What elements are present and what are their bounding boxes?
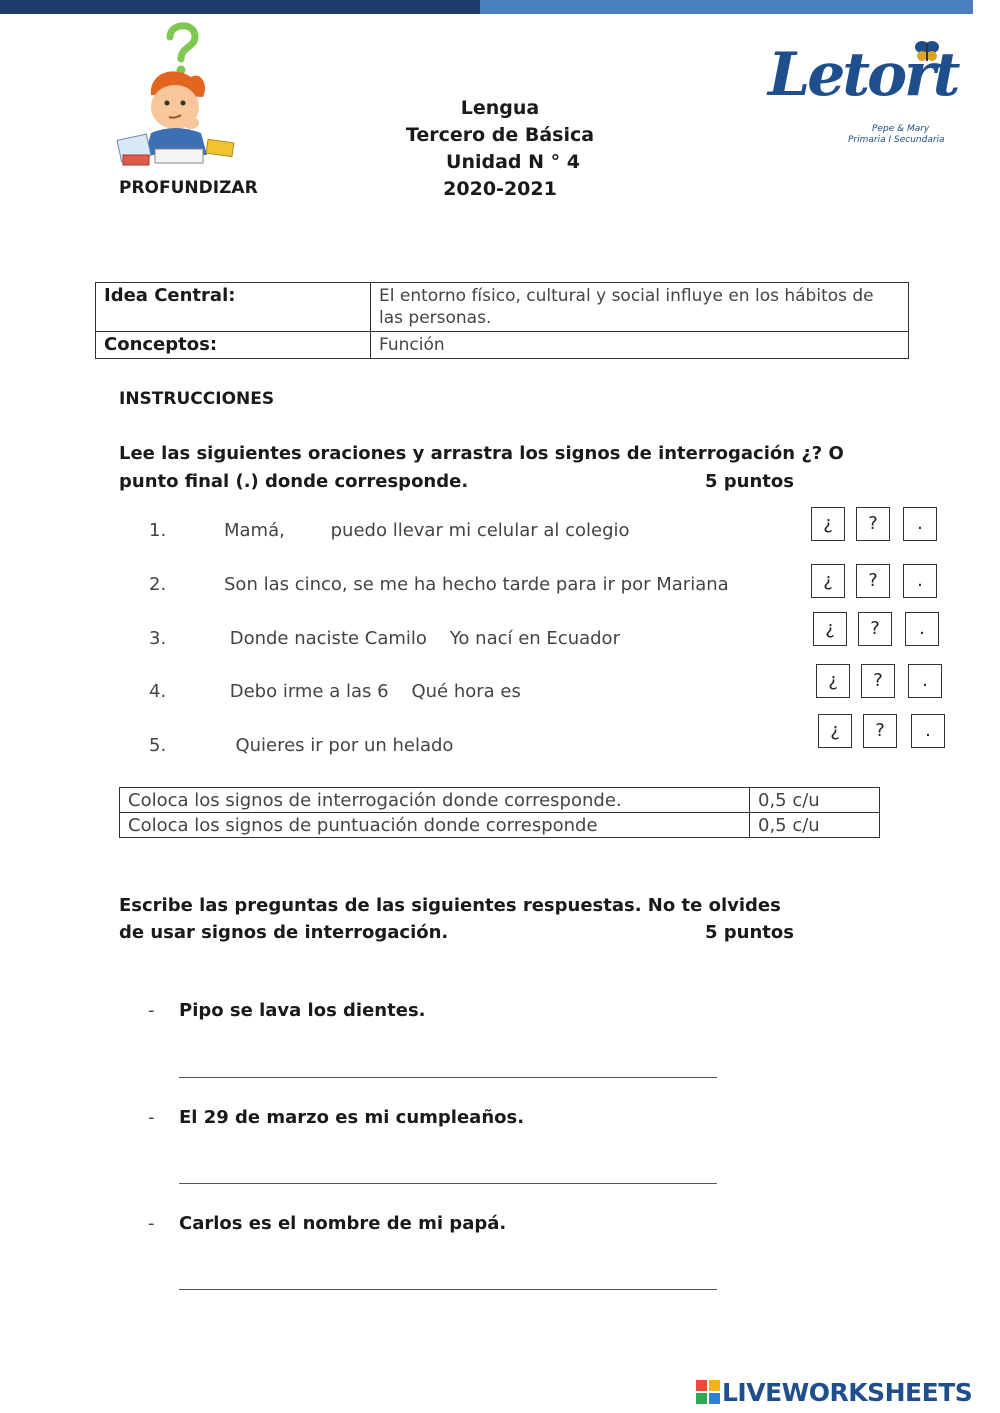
drag-close-question-mark[interactable]: ?	[856, 564, 890, 598]
sentence-text: Mamá, puedo llevar mi celular al colegio	[224, 520, 630, 541]
logo-tagline-1: Pepe & Mary	[872, 124, 930, 134]
year-title: 2020-2021	[443, 178, 557, 200]
drag-period[interactable]: .	[905, 612, 939, 646]
header-block	[380, 95, 620, 203]
instructions-part1-points: 5 puntos	[705, 471, 794, 492]
instructions-part2-points: 5 puntos	[705, 922, 794, 943]
drag-period[interactable]: .	[911, 714, 945, 748]
instructions-part2-text: Escribe las preguntas de las siguientes respuestas. No te olvides de usar signos de interrogación.	[119, 895, 781, 943]
top-banner-dark	[0, 0, 480, 14]
idea-central-value: El entorno físico, cultural y social influye en los hábitos de las personas.	[371, 283, 909, 332]
logo-wordmark: Letort	[768, 40, 958, 110]
sentence-number: 2.	[149, 574, 167, 595]
logo-tagline-2: Primaria I Secundaria	[848, 135, 945, 145]
sentence-text: Donde naciste Camilo Yo nací en Ecuador	[224, 628, 620, 649]
drag-close-question-mark[interactable]: ?	[858, 612, 892, 646]
score-table	[119, 787, 880, 838]
conceptos-value: Función	[371, 332, 909, 359]
info-row-conceptos	[96, 332, 909, 359]
school-logo	[768, 36, 958, 151]
sentence-number: 5.	[149, 735, 167, 756]
bullet-dash: -	[148, 1213, 155, 1234]
sentence-text: Son las cinco, se me ha hecho tarde para ir por Mariana	[224, 574, 729, 595]
answer-statement: El 29 de marzo es mi cumpleaños.	[179, 1107, 525, 1128]
score-row	[120, 788, 880, 813]
bullet-dash: -	[148, 1107, 155, 1128]
thinking-student-illustration	[115, 15, 240, 170]
idea-central-label: Idea Central:	[96, 283, 371, 332]
drag-period[interactable]: .	[903, 564, 937, 598]
drag-period[interactable]: .	[908, 664, 942, 698]
liveworksheets-icon	[696, 1380, 720, 1404]
question-input-1[interactable]	[179, 1053, 717, 1078]
question-input-3[interactable]	[179, 1265, 717, 1290]
instructions-part2	[119, 892, 799, 946]
bullet-dash: -	[148, 1000, 155, 1021]
grade-title: Tercero de Básica	[405, 124, 595, 146]
liveworksheets-wordmark: LIVEWORKSHEETS	[722, 1378, 973, 1407]
unit-title: Unidad N ° 4	[446, 151, 580, 173]
instructions-part1-text: Lee las siguientes oraciones y arrastra los signos de interrogación ¿? O punto final (.) donde corresponde.	[119, 443, 844, 492]
sentence-number: 1.	[149, 520, 167, 541]
drag-open-question-mark[interactable]: ¿	[811, 507, 845, 541]
drag-period[interactable]: .	[903, 507, 937, 541]
subject-title: Lengua	[460, 97, 540, 119]
info-row-idea	[96, 283, 909, 332]
drag-close-question-mark[interactable]: ?	[856, 507, 890, 541]
drag-open-question-mark[interactable]: ¿	[818, 714, 852, 748]
score-criterion: Coloca los signos de interrogación donde corresponde.	[120, 788, 750, 813]
answer-statement: Pipo se lava los dientes.	[179, 1000, 426, 1021]
drag-close-question-mark[interactable]: ?	[861, 664, 895, 698]
sentence-number: 4.	[149, 681, 167, 702]
info-table	[95, 282, 909, 359]
answer-statement: Carlos es el nombre de mi papá.	[179, 1213, 507, 1234]
instructions-title: INSTRUCCIONES	[119, 389, 275, 409]
sentence-number: 3.	[149, 628, 167, 649]
sentence-text: Quieres ir por un helado	[224, 735, 454, 756]
drag-open-question-mark[interactable]: ¿	[813, 612, 847, 646]
drag-open-question-mark[interactable]: ¿	[811, 564, 845, 598]
score-value: 0,5 c/u	[750, 813, 880, 838]
section-label: PROFUNDIZAR	[119, 178, 258, 198]
drag-open-question-mark[interactable]: ¿	[816, 664, 850, 698]
instructions-part1	[119, 440, 879, 496]
conceptos-label: Conceptos:	[96, 332, 371, 359]
drag-close-question-mark[interactable]: ?	[863, 714, 897, 748]
score-criterion: Coloca los signos de puntuación donde corresponde	[120, 813, 750, 838]
score-row	[120, 813, 880, 838]
score-value: 0,5 c/u	[750, 788, 880, 813]
top-banner-light	[480, 0, 973, 14]
question-input-2[interactable]	[179, 1159, 717, 1184]
sentence-text: Debo irme a las 6 Qué hora es	[224, 681, 521, 702]
